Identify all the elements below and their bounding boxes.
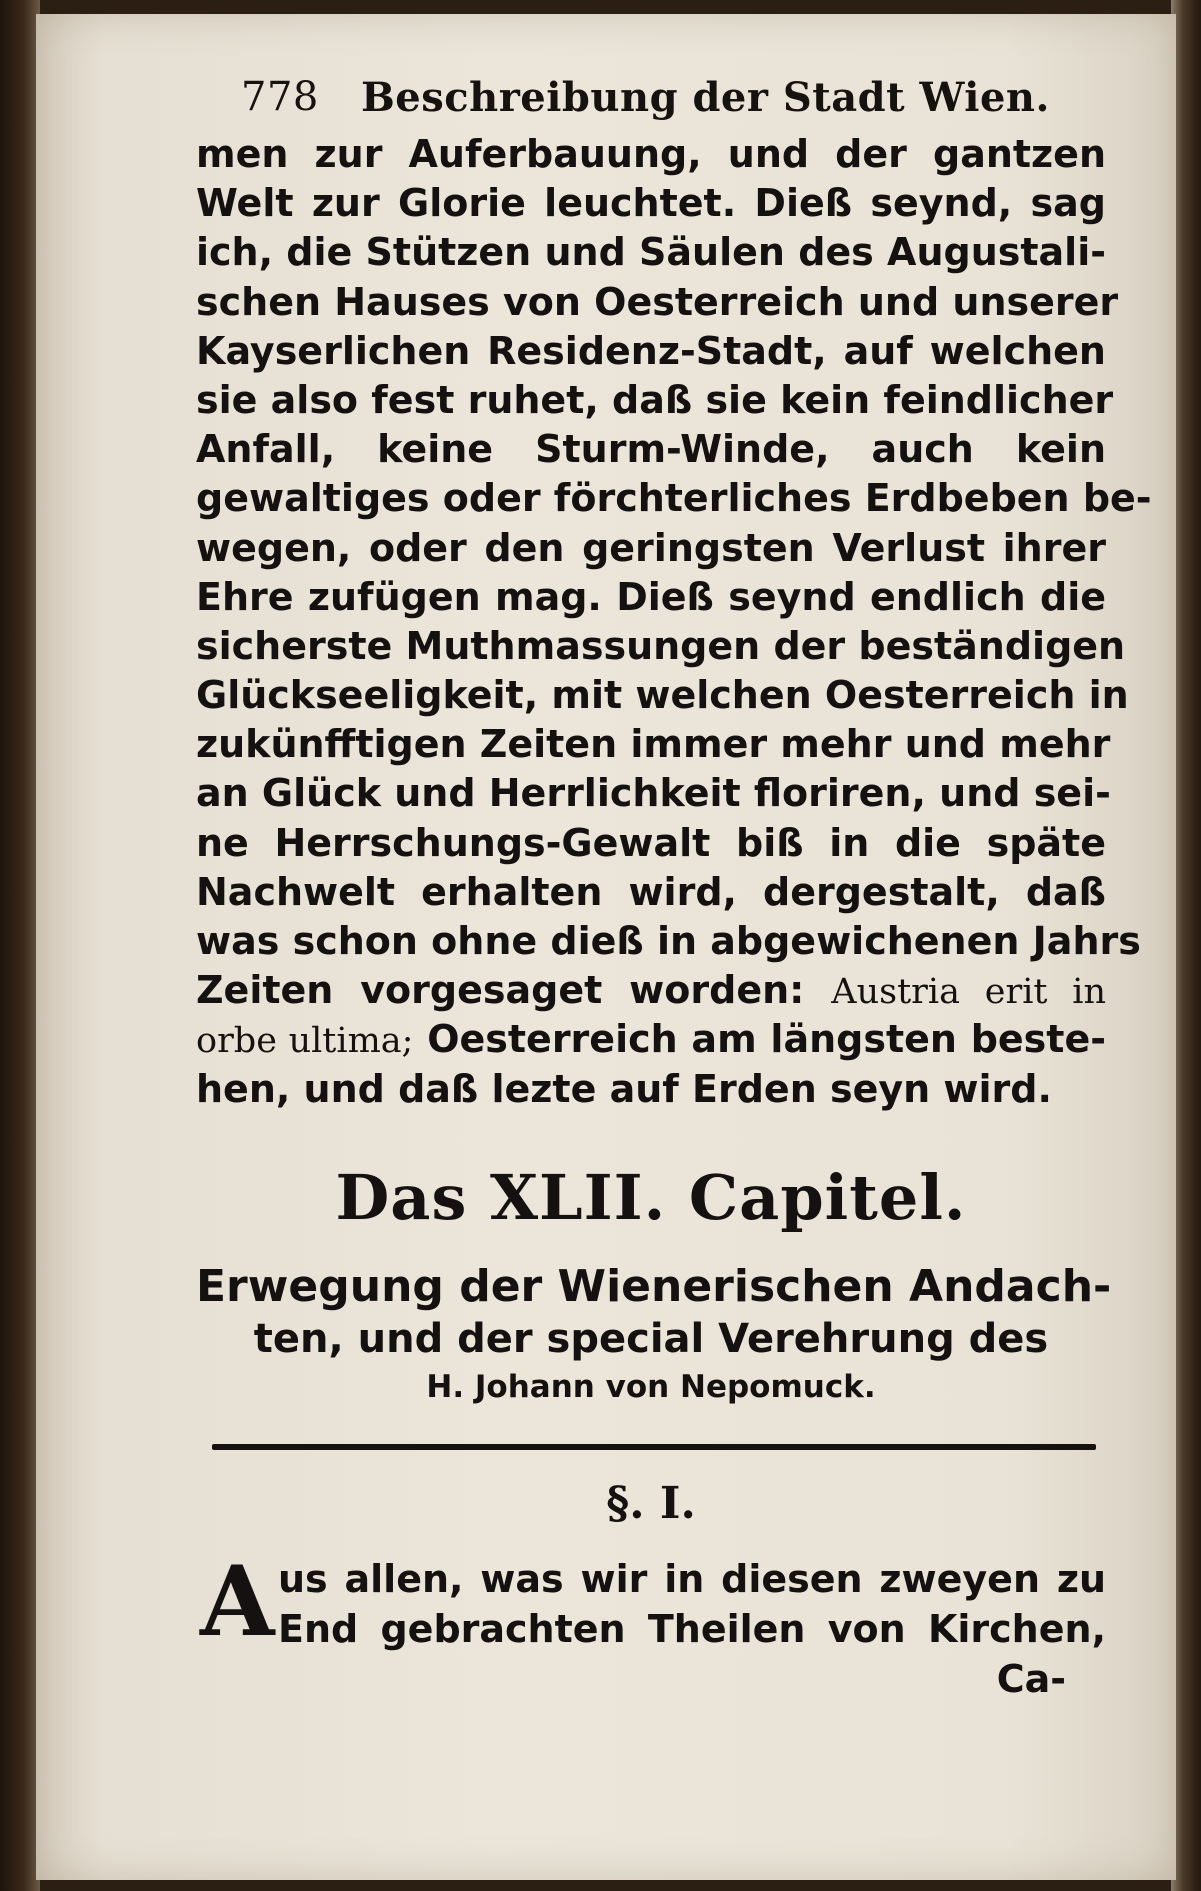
page-number: 778 — [241, 74, 319, 120]
drop-cap: A — [200, 1544, 275, 1658]
section-mark: §. I. — [606, 1477, 696, 1529]
text-line: zukünfftigen Zeiten immer mehr und mehr — [196, 722, 1111, 767]
running-head — [196, 64, 1106, 124]
text-line: men zur Auferbauung, und der gantzen — [196, 132, 1106, 176]
text-line: ich, die Stützen und Säulen des Augustali- — [196, 230, 1106, 275]
text-line: Glückseeligkeit, mit welchen Oesterreich in — [196, 673, 1129, 718]
text-line-with-latin — [196, 966, 1106, 1015]
text-segment: Zeiten vorgesaget worden: — [196, 968, 805, 1013]
text-line: schen Hauses von Oesterreich und unserer — [196, 279, 1119, 324]
text-line: was schon ohne dieß in abgewichenen Jahrs — [196, 919, 1141, 963]
body-text — [196, 130, 1152, 1114]
text-line: sicherste Muthmassungen der beständigen — [196, 623, 1126, 668]
text-line: Nachwelt erhalten wird, dergestalt, daß — [196, 869, 1106, 914]
text-line-with-latin — [196, 1015, 1106, 1064]
page-content — [196, 64, 1152, 1704]
chapter-heading: Das XLII. Capitel. — [335, 1160, 967, 1234]
chapter-subtitle-line: H. Johann von Nepomuck. — [426, 1368, 876, 1405]
chapter-subtitle-line: Erwegung der Wienerischen Andach- — [196, 1260, 1112, 1312]
catchword: Ca- — [996, 1656, 1066, 1701]
text-line: wegen, oder den geringsten Verlust ihrer — [196, 525, 1106, 570]
text-line: End gebrachten Theilen von Kirchen, — [278, 1606, 1106, 1651]
horizontal-rule — [212, 1444, 1096, 1450]
text-line: us allen, was wir in diesen zweyen zu — [278, 1556, 1106, 1601]
text-line: Welt zur Glorie leuchtet. Dieß seynd, sag — [196, 181, 1106, 226]
text-line: ne Herrschungs-Gewalt biß in die späte — [196, 820, 1106, 865]
book-page — [36, 14, 1176, 1880]
running-title: Beschreibung der Stadt Wien. — [361, 74, 1050, 121]
latin-quote: orbe ultima; — [196, 1021, 414, 1062]
section-paragraph — [196, 1544, 1106, 1658]
text-line: Anfall, keine Sturm-Winde, auch kein — [196, 427, 1106, 472]
latin-quote: Austria erit in — [831, 972, 1107, 1013]
chapter-subtitle-line: ten, und der special Verehrung des — [253, 1315, 1049, 1362]
text-line: hen, und daß lezte auf Erden seyn wird. — [196, 1066, 1052, 1111]
book-binding — [0, 0, 40, 1891]
text-line: gewaltiges oder förchterliches Erdbeben be- — [196, 476, 1152, 521]
text-line: Kayserlichen Residenz-Stadt, auf welchen — [196, 328, 1106, 373]
text-segment: Oesterreich am längsten beste- — [427, 1017, 1107, 1062]
text-line: sie also fest ruhet, daß sie kein feindlicher — [196, 377, 1114, 422]
text-line: an Glück und Herrlichkeit floriren, und sei- — [196, 771, 1111, 816]
chapter-subtitle — [196, 1260, 1112, 1410]
text-line: Ehre zufügen mag. Dieß seynd endlich die — [196, 574, 1106, 619]
